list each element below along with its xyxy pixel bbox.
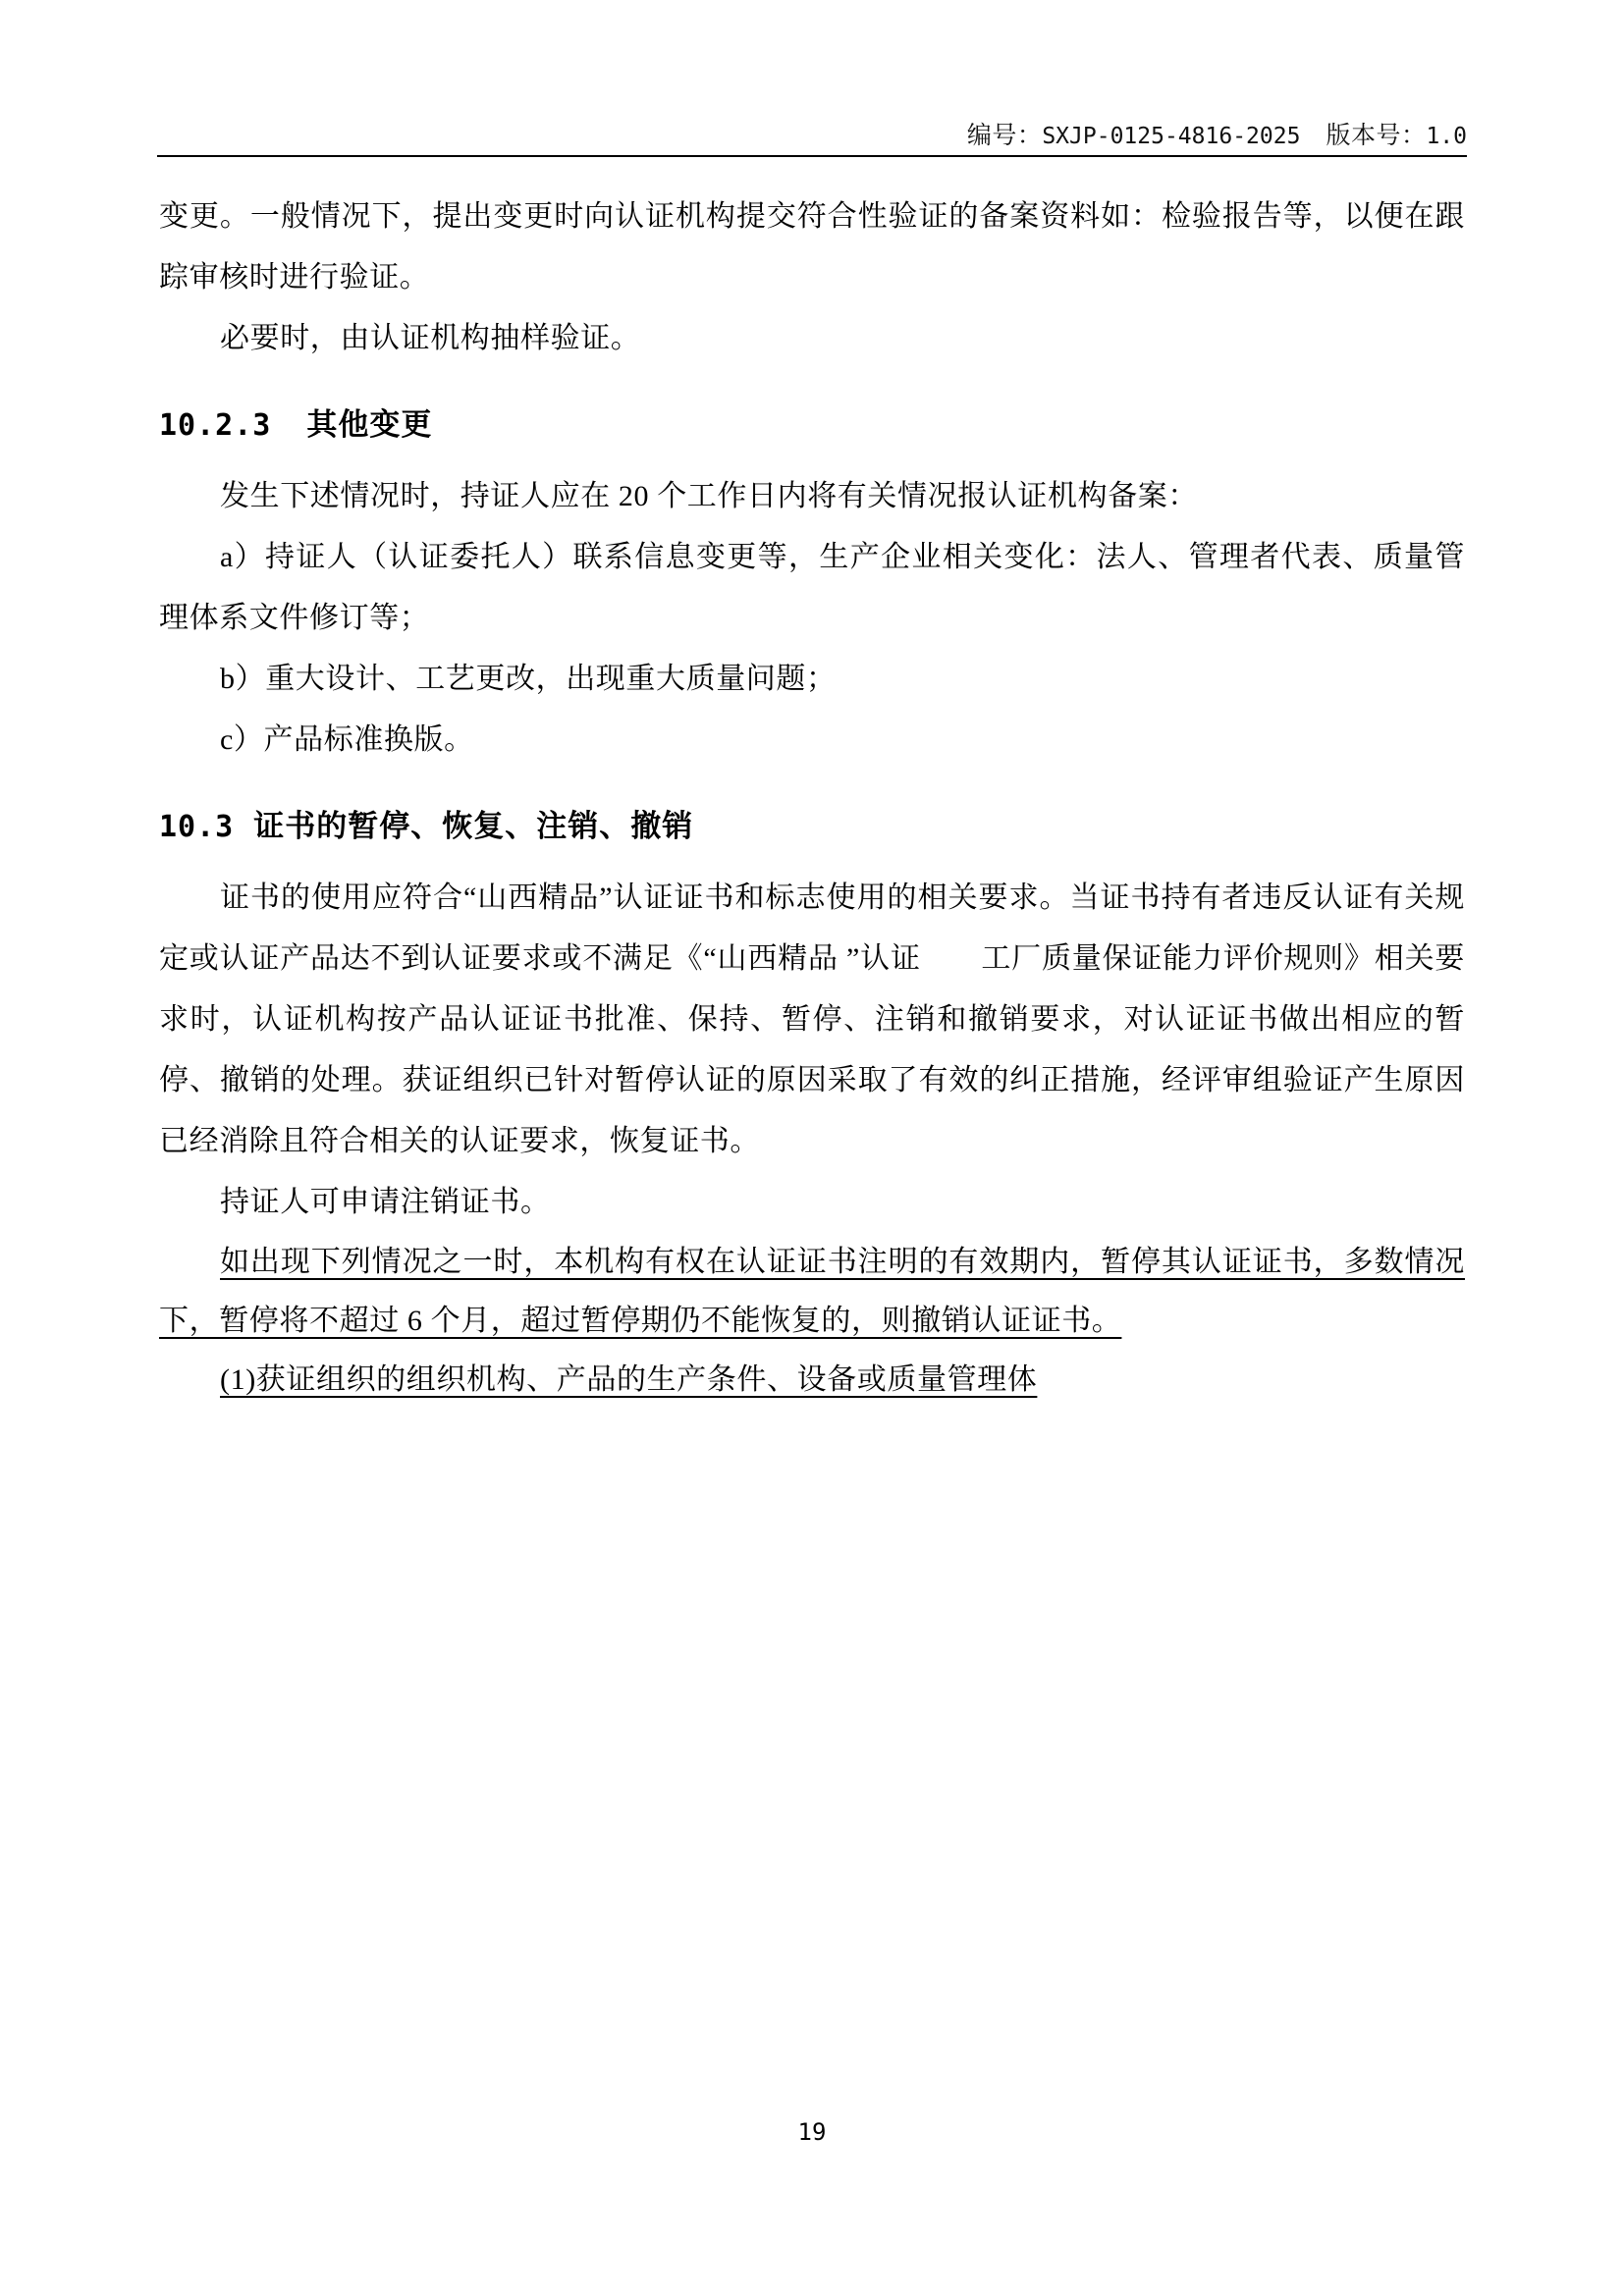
paragraph-certificate-usage: 证书的使用应符合“山西精品”认证证书和标志使用的相关要求。当证书持有者违反认证有关规定或认证产品达不到认证要求或不满足《“山西精品 ”认证 工厂质量保证能力评价规则》相关要求时，认证机构按产品认证证书批准、保持、暂停、注销和撤销要求，对认证证书做出相应的暂停、撤销的处理。获证组织已针对暂停认证的原因采取了有效的纠正措施，经评审组验证产生原因已经消除且符合相关的认证要求，恢复证书。 xyxy=(159,881,1465,1157)
list-item-c: c）产品标准换版。 xyxy=(220,723,474,756)
heading-10-3-title: 证书的暂停、恢复、注销、撤销 xyxy=(253,809,694,843)
heading-10-2-3-title: 其他变更 xyxy=(306,407,433,442)
doc-no-value: SXJP-0125-4816-2025 xyxy=(1042,124,1301,149)
header-divider xyxy=(157,155,1467,157)
paragraph-condition-1: (1)获证组织的组织机构、产品的生产条件、设备或质量管理体 xyxy=(220,1363,1038,1396)
paragraph-sampling-verification: 必要时，由认证机构抽样验证。 xyxy=(220,322,641,354)
paragraph-cancellation-request: 持证人可申请注销证书。 xyxy=(220,1186,551,1218)
page-number: 19 xyxy=(797,2118,827,2146)
heading-10-2-3-number: 10.2.3 xyxy=(159,408,272,443)
paragraph-continuation: 变更。一般情况下，提出变更时向认证机构提交符合性验证的备案资料如：检验报告等，以便在跟踪审核时进行验证。 xyxy=(159,200,1465,294)
heading-10-2-3 xyxy=(159,395,1465,456)
heading-10-3 xyxy=(159,796,1465,858)
heading-10-3-number: 10.3 xyxy=(159,810,235,844)
paragraph-suspension-rule: 如出现下列情况之一时，本机构有权在认证证书注明的有效期内，暂停其认证证书，多数情况下，暂停将不超过 6 个月，超过暂停期仍不能恢复的，则撤销认证证书。 xyxy=(159,1246,1465,1337)
list-item-b: b）重大设计、工艺更改，出现重大质量问题； xyxy=(220,663,837,695)
version-value: 1.0 xyxy=(1426,124,1467,149)
document-body xyxy=(159,187,1465,1410)
paragraph-other-changes-intro: 发生下述情况时，持证人应在 20 个工作日内将有关情况报认证机构备案： xyxy=(220,480,1198,512)
version-label: 版本号： xyxy=(1326,123,1427,149)
doc-no-label: 编号： xyxy=(966,123,1043,149)
list-item-a: a）持证人（认证委托人）联系信息变更等，生产企业相关变化：法人、管理者代表、质量管理体系文件修订等； xyxy=(159,541,1465,634)
